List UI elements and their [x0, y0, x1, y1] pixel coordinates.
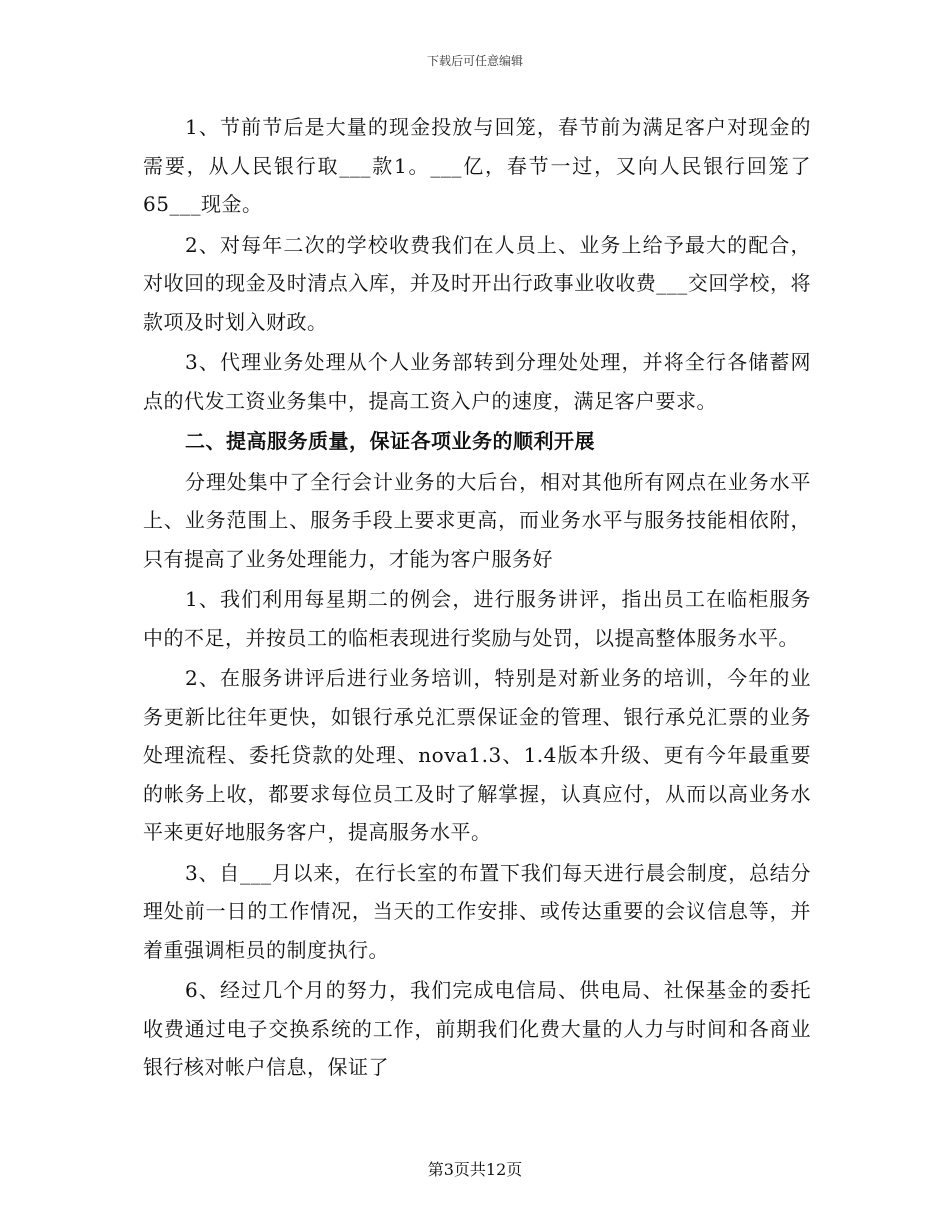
paragraph: 1、节前节后是大量的现金投放与回笼，春节前为满足客户对现金的需要，从人民银行取___款1。___亿，春节一过，又向人民银行回笼了65___现金。 — [143, 115, 811, 216]
paragraph: 3、自___月以来，在行长室的布置下我们每天进行晨会制度，总结分理处前一日的工作情况，当天的工作安排、或传达重要的会议信息等，并着重强调柜员的制度执行。 — [143, 860, 811, 962]
paragraph: 3、代理业务处理从个人业务部转到分理处处理，并将全行各储蓄网点的代发工资业务集中，提高工资入户的速度，满足客户要求。 — [143, 350, 811, 413]
paragraph: 1、我们利用每星期二的例会，进行服务讲评，指出员工在临柜服务中的不足，并按员工的临柜表现进行奖励与处罚，以提高整体服务水平。 — [143, 587, 811, 650]
paragraph: 分理处集中了全行会计业务的大后台，相对其他所有网点在业务水平上、业务范围上、服务手段上要求更高，而业务水平与服务技能相依附，只有提高了业务处理能力，才能为客户服务好 — [143, 469, 811, 571]
document-body — [143, 108, 811, 1089]
paragraph: 6、经过几个月的努力，我们完成电信局、供电局、社保基金的委托收费通过电子交换系统的工作，前期我们化费大量的人力与时间和各商业银行核对帐户信息，保证了 — [143, 978, 811, 1079]
page-header: 下载后可任意编辑 — [426, 54, 523, 68]
page-number: 第3页共12页 — [427, 1160, 523, 1179]
paragraph: 2、在服务讲评后进行业务培训，特别是对新业务的培训，今年的业务更新比往年更快，如银行承兑汇票保证金的管理、银行承兑汇票的业务处理流程、委托贷款的处理、nova1.3、1.4版本升级、更有今年最重要的帐务上收，都要求每位员工及时了解掌握，认真应付，从而以高业务水平来更好地服务客户，提高服务水平。 — [143, 666, 811, 844]
section-heading: 二、提高服务质量，保证各项业务的顺利开展 — [185, 429, 595, 453]
paragraph: 2、对每年二次的学校收费我们在人员上、业务上给予最大的配合，对收回的现金及时清点入库，并及时开出行政事业收收费___交回学校，将款项及时划入财政。 — [143, 232, 811, 334]
